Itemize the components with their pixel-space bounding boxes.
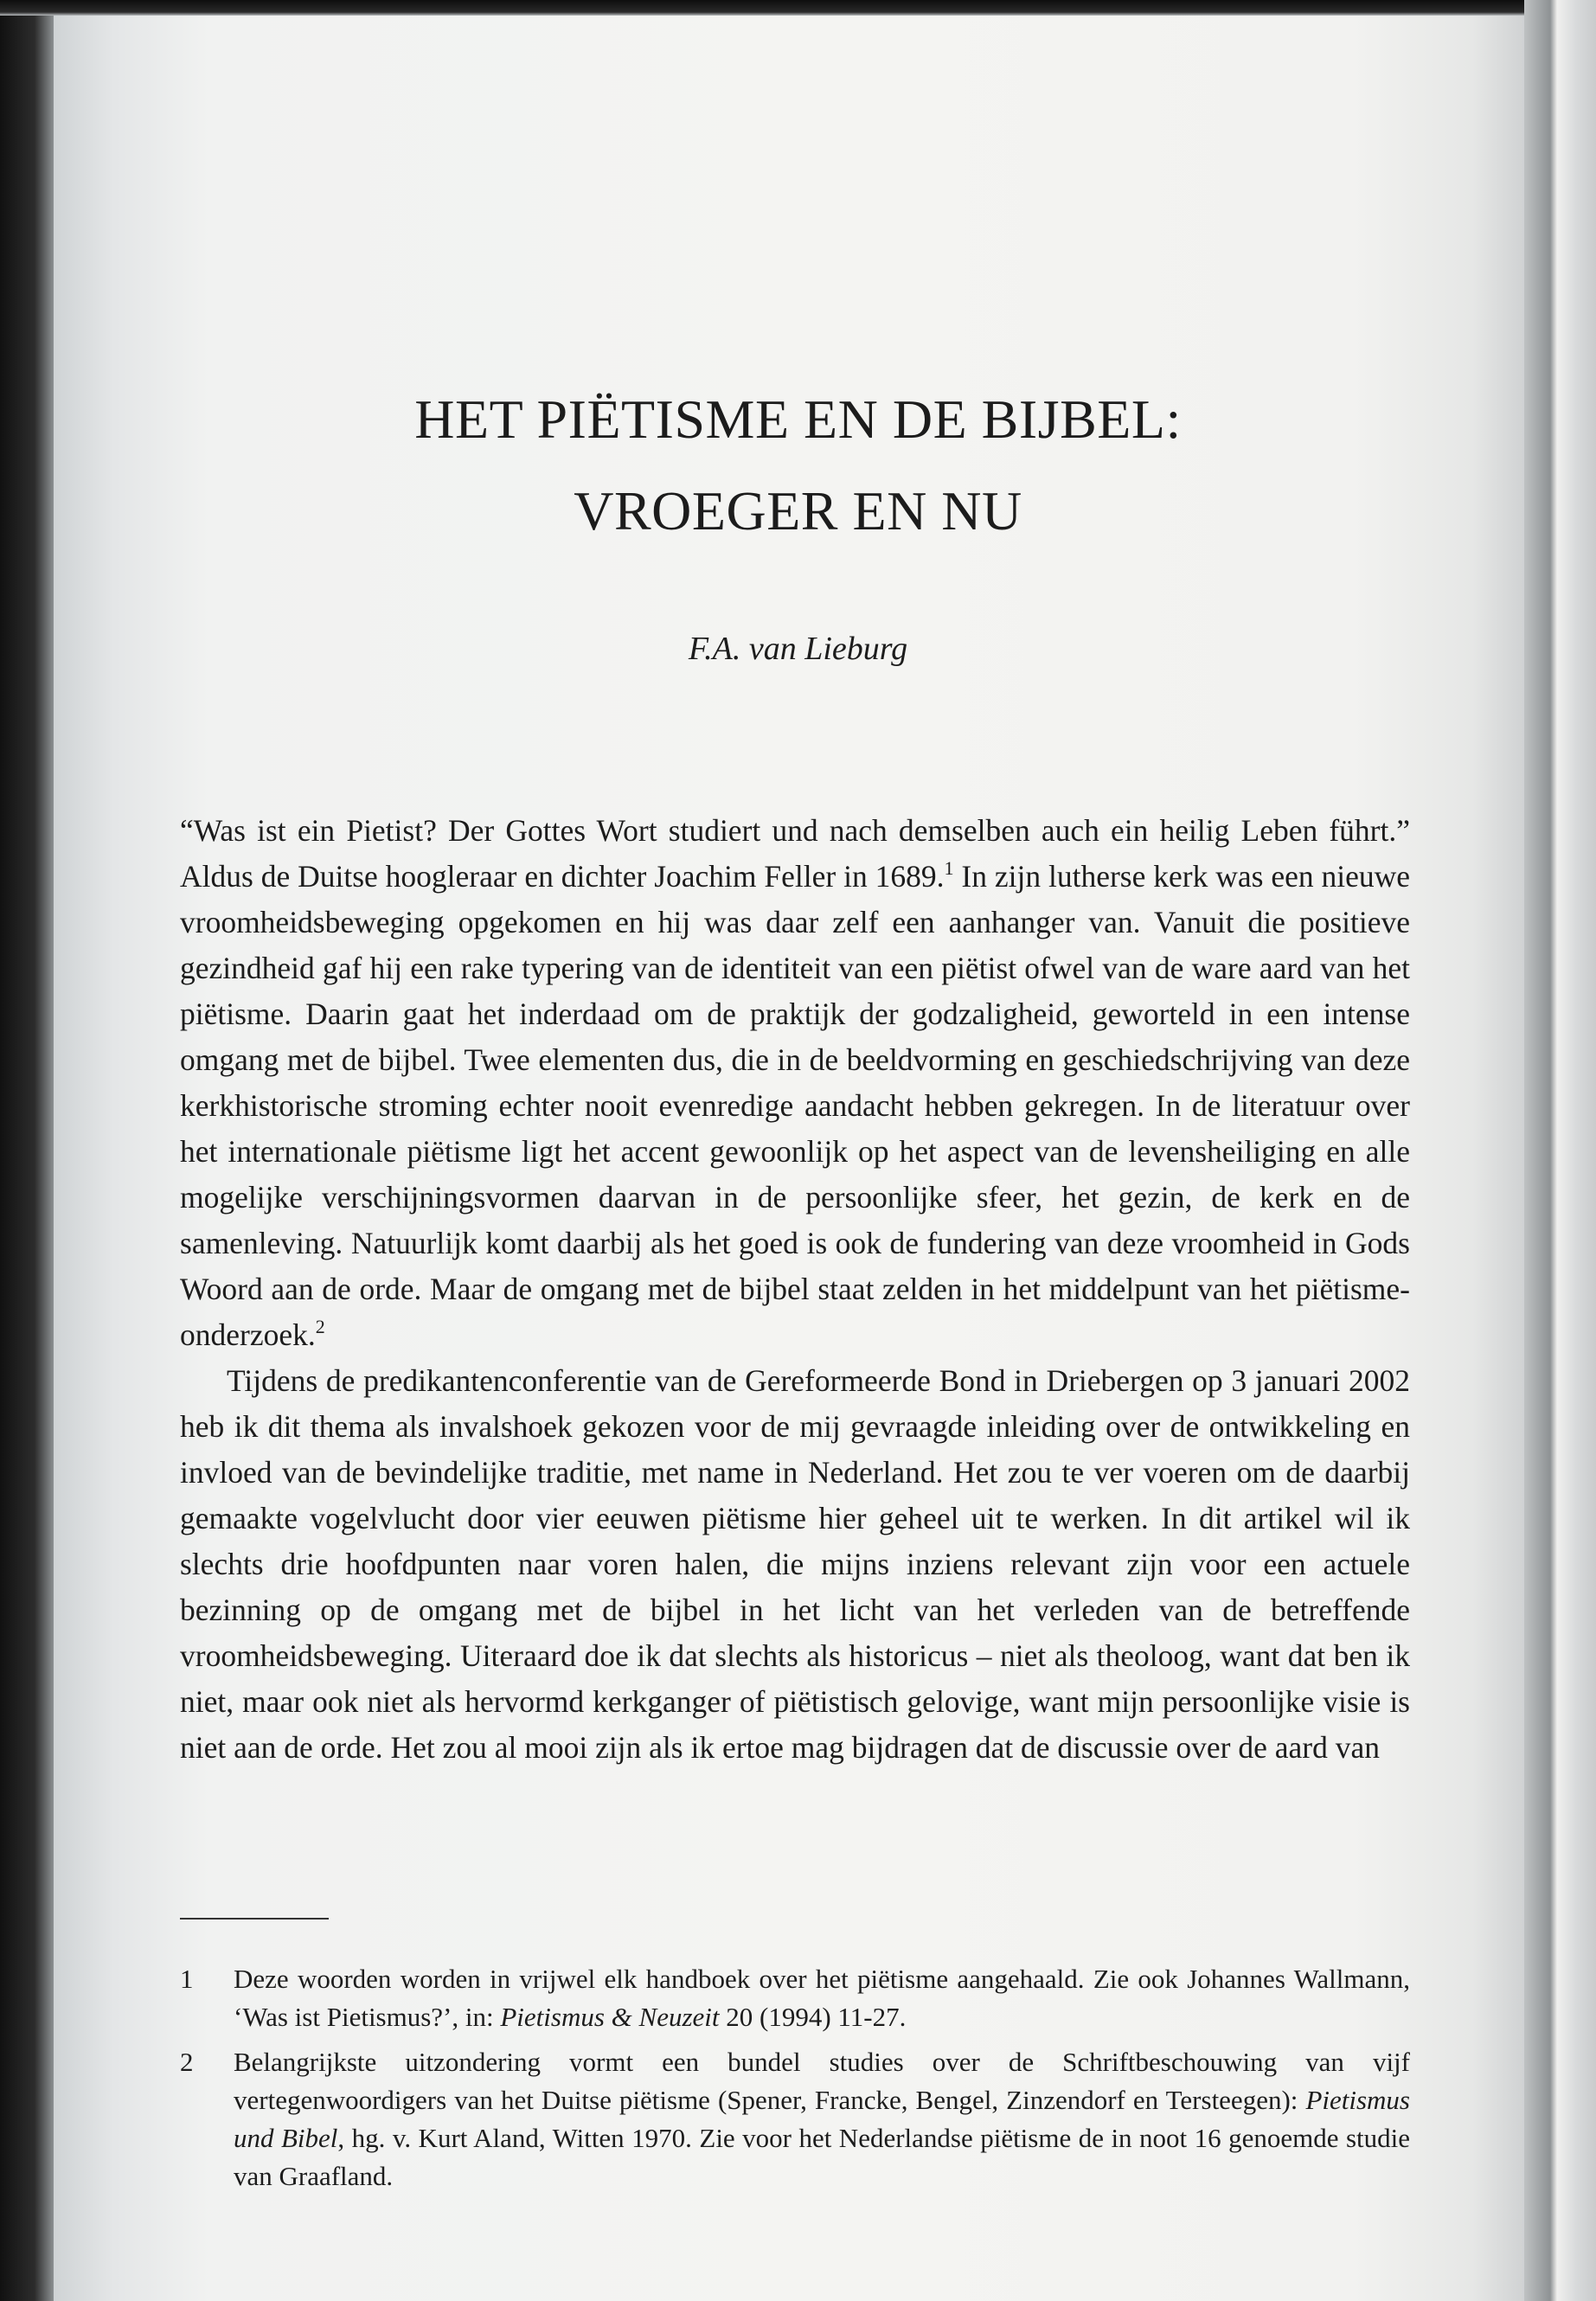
footnote-text xyxy=(234,1960,1410,2036)
footnote-book-title: Pietismus und Bibel xyxy=(234,2085,1410,2153)
footnote-ref-2: 2 xyxy=(315,1316,325,1337)
footnote-1 xyxy=(180,1960,1410,2036)
article-body xyxy=(180,808,1410,1771)
paragraph-1-text-a: “Was ist ein Pietist? Der Gottes Wort studiert und nach demselben auch ein heilig Leben führt.” Aldus de Duitse hoogleraar en dichter Joachim Feller in 1689. xyxy=(180,813,1410,894)
article-title-line-2: VROEGER EN NU xyxy=(574,480,1022,542)
paragraph-1-text-b: In zijn lutherse kerk was een nieuwe vroomheidsbeweging opgekomen en hij was daar zelf een aanhanger van. Vanuit die positieve gezindheid gaf hij een rake typering van de identiteit van een piëtist ofwel van de ware aard van het piëtisme. Daarin gaat het inderdaad om de praktijk der godzaligheid, geworteld in een intense omgang met de bijbel. Twee elementen dus, die in de beeldvorming en geschiedschrijving van deze kerkhistorische stroming echter nooit evenredige aandacht hebben gekregen. In de literatuur over het internationale piëtisme ligt het accent gewoonlijk op het aspect van de levensheiliging en alle mogelijke verschijningsvormen daarvan in de persoonlijke sfeer, het gezin, de kerk en de samenleving. Natuurlijk komt daarbij als het goed is ook de fundering van deze vroomheid in Gods Woord aan de orde. Maar de omgang met de bijbel staat zelden in het middelpunt van het piëtisme-onderzoek. xyxy=(180,859,1410,1352)
footnote-number: 2 xyxy=(180,2047,194,2077)
footnote-ref-1: 1 xyxy=(944,857,954,879)
book-binding-shadow xyxy=(0,0,54,2301)
author-name: F.A. van Lieburg xyxy=(688,631,908,667)
footnote-text-b: 20 (1994) 11-27. xyxy=(719,2002,907,2032)
paragraph-1 xyxy=(180,808,1410,1358)
footnote-text-a: Deze woorden worden in vrijwel elk handboek over het piëtisme aangehaald. Zie ook Johannes Wallmann, ‘Was ist Pietismus?’, in: xyxy=(234,1964,1410,2032)
article-title-line-1: HET PIËTISME EN DE BIJBEL: xyxy=(414,388,1182,450)
footnote-text xyxy=(234,2043,1410,2195)
footnote-separator xyxy=(180,1918,329,1920)
right-page-edge xyxy=(1524,0,1596,2301)
footnote-number: 1 xyxy=(180,1964,194,1994)
footnote-text-a: Belangrijkste uitzondering vormt een bundel studies over de Schriftbeschouwing van vijf vertegenwoordigers van het Duitse piëtisme (Spener, Francke, Bengel, Zinzendorf en Tersteegen): xyxy=(234,2047,1410,2115)
footnotes xyxy=(180,1960,1410,2202)
footnote-2 xyxy=(180,2043,1410,2195)
footnote-journal-title: Pietismus & Neuzeit xyxy=(500,2002,720,2032)
footnote-text-b: , hg. v. Kurt Aland, Witten 1970. Zie voor het Nederlandse piëtisme de in noot 16 genoemde studie van Graafland. xyxy=(234,2123,1410,2191)
top-scan-edge xyxy=(0,0,1596,16)
paragraph-2: Tijdens de predikantenconferentie van de Gereformeerde Bond in Driebergen op 3 januari 2002 heb ik dit thema als invalshoek gekozen voor de mij gevraagde inleiding over de ontwikkeling en invloed van de bevindelijke traditie, met name in Nederland. Het zou te ver voeren om de daarbij gemaakte vogelvlucht door vier eeuwen piëtisme hier geheel uit te werken. In dit artikel wil ik slechts drie hoofdpunten naar voren halen, die mijns inziens relevant zijn voor een actuele bezinning op de omgang met de bijbel in het licht van het verleden van de betreffende vroomheidsbeweging. Uiteraard doe ik dat slechts als historicus – niet als theoloog, want dat ben ik niet, maar ook niet als hervormd kerkganger of piëtistisch gelovige, want mijn persoonlijke visie is niet aan de orde. Het zou al mooi zijn als ik ertoe mag bijdragen dat de discussie over de aard van xyxy=(180,1363,1410,1765)
